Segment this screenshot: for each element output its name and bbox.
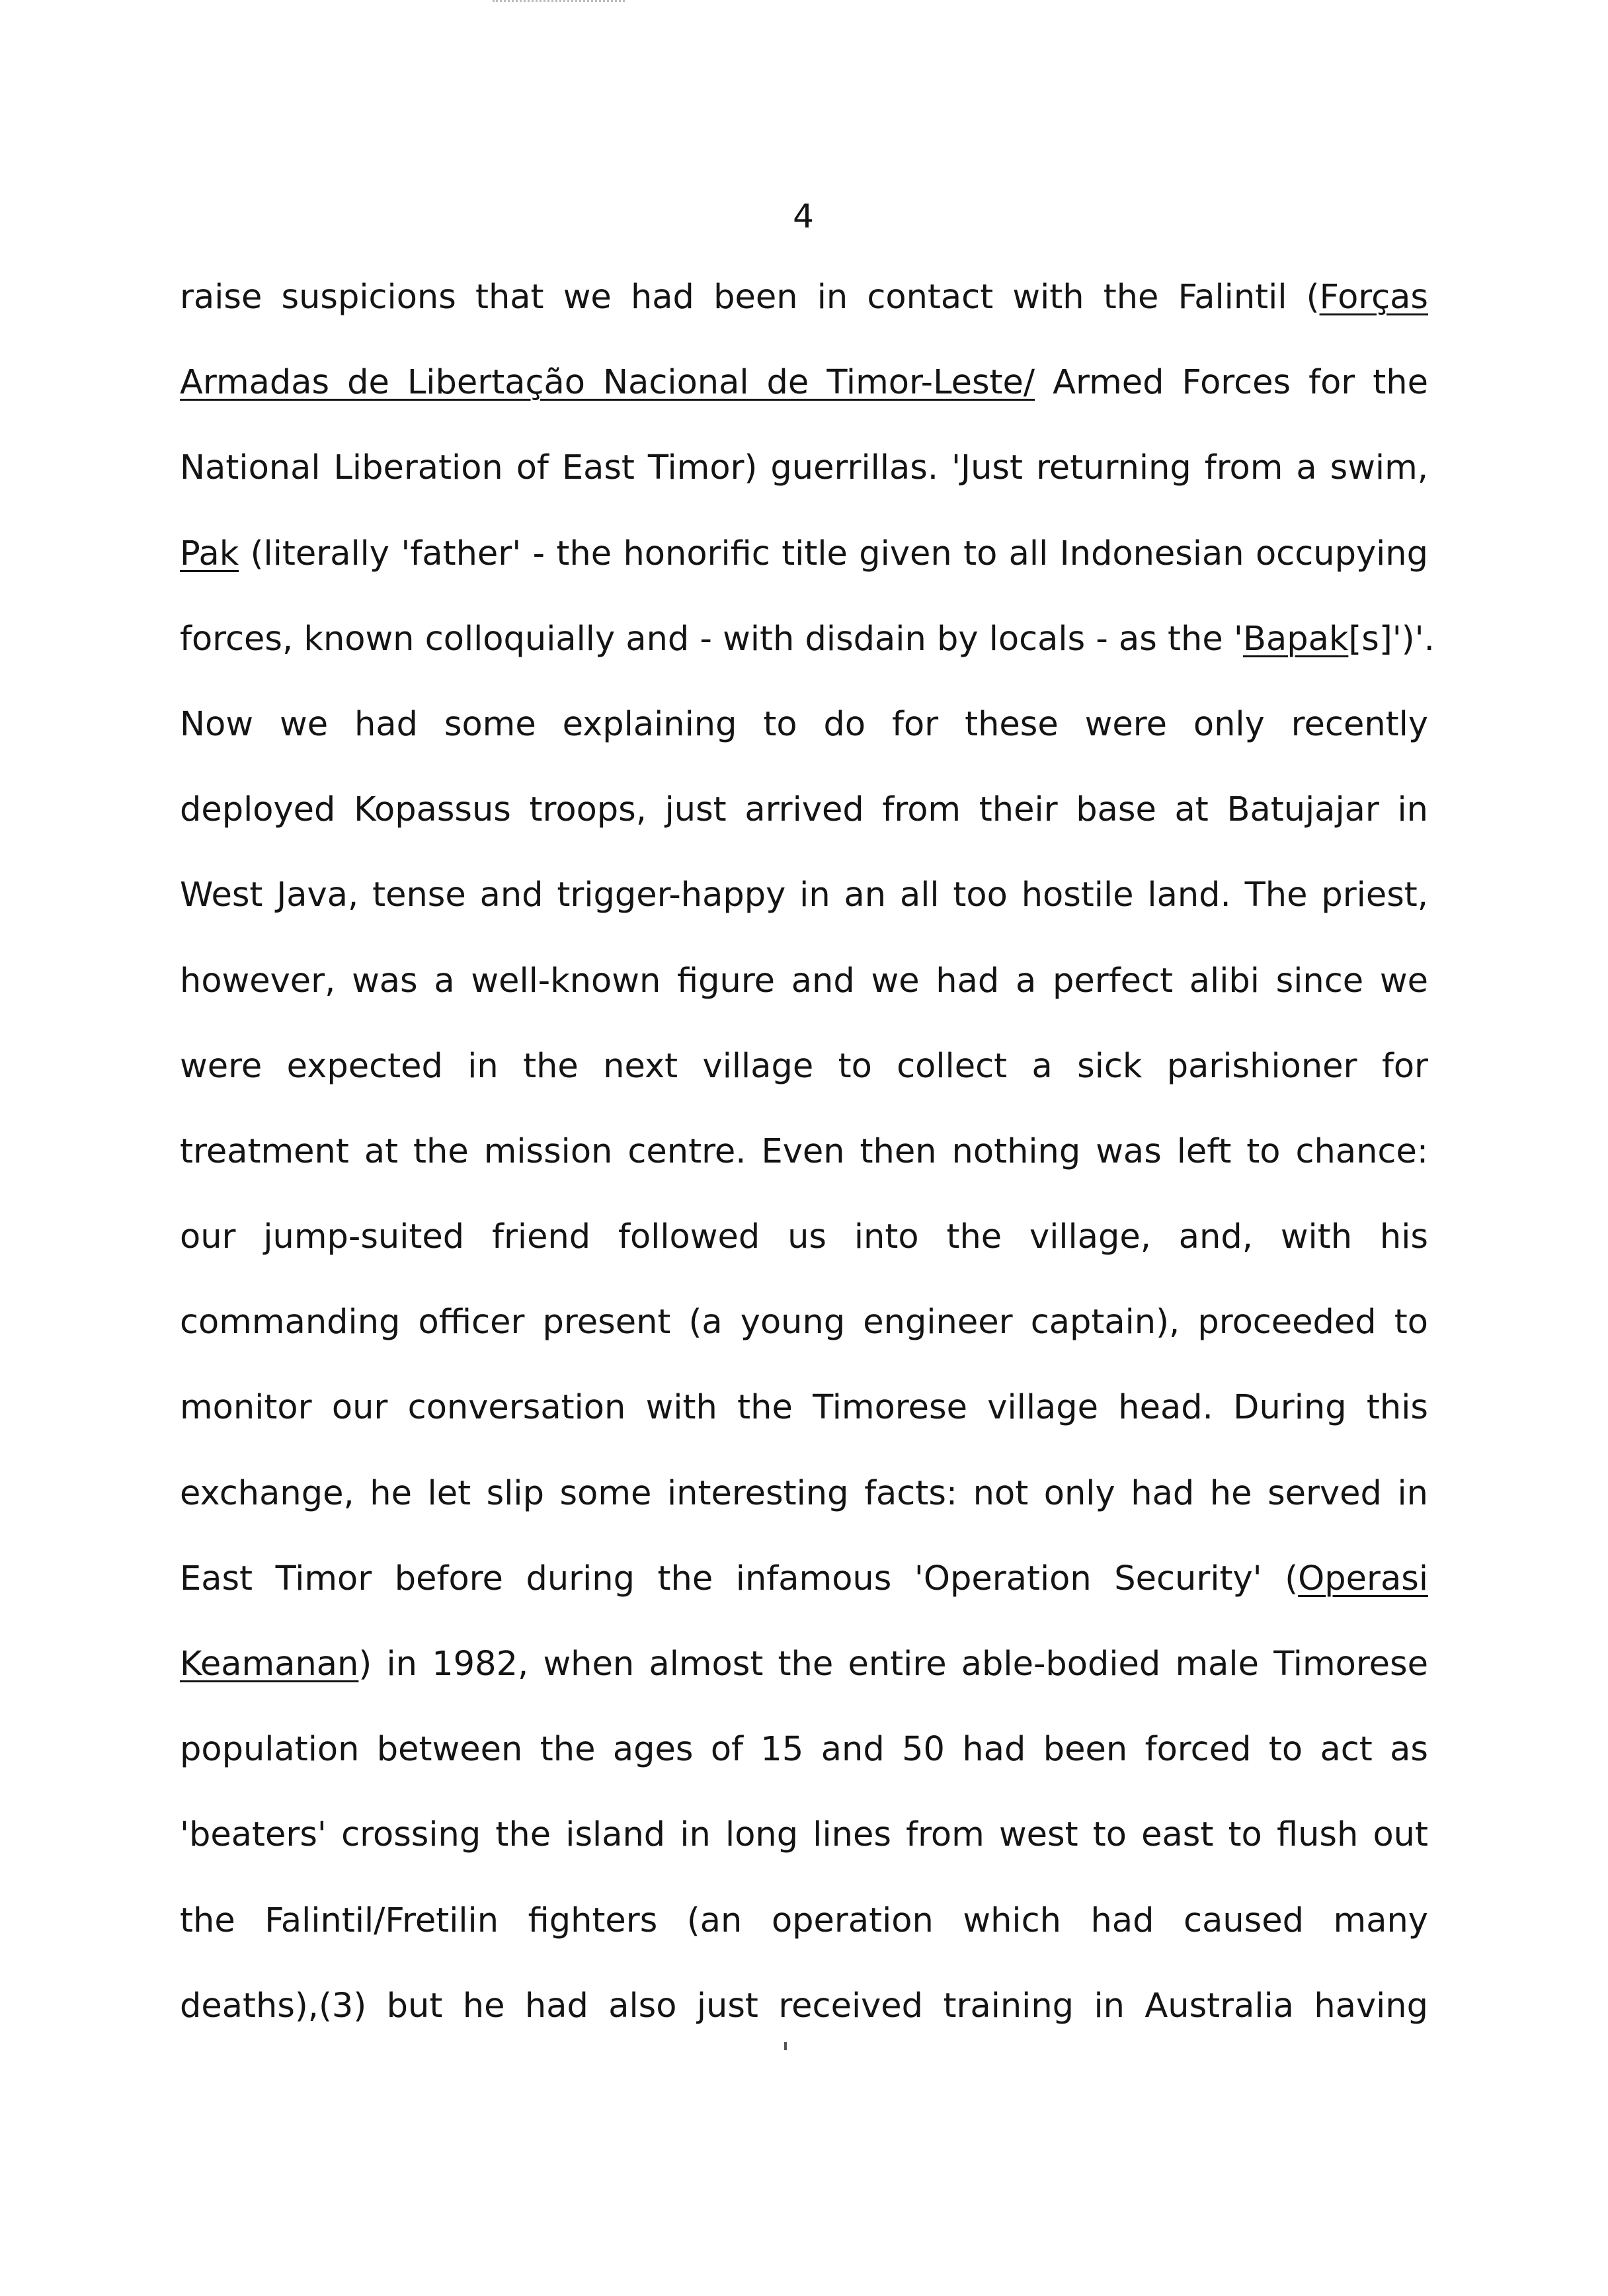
text-line (180, 1194, 1428, 1280)
text-segment: East Timor before during the infamous 'Operation Security' ( (180, 1559, 1299, 1598)
text-line (180, 767, 1428, 852)
underlined-term: Pak (180, 534, 239, 573)
text-line (180, 1280, 1428, 1365)
text-segment: National Liberation of East Timor) guerrillas. 'Just returning from a swim, (180, 448, 1428, 488)
underlined-term: Bapak (1242, 619, 1349, 659)
text-line (180, 255, 1428, 340)
text-segment: ) in 1982, when almost the entire able-bodied male Timorese (358, 1645, 1428, 1684)
underlined-term: Operasi (1298, 1559, 1428, 1598)
text-segment: treatment at the mission centre. Even then nothing was left to chance: (180, 1131, 1428, 1171)
text-segment: [s]')'. (1348, 619, 1435, 659)
text-segment: however, was a well-known figure and we had a perfect alibi since we (180, 961, 1428, 1001)
scan-artifact-mark (493, 0, 625, 6)
text-segment: our jump-suited friend followed us into the village, and, with his (180, 1217, 1428, 1257)
text-line (180, 1024, 1428, 1109)
underlined-term: Keamanan (180, 1645, 359, 1684)
text-line (180, 1878, 1428, 1963)
scan-speck (784, 2042, 787, 2050)
text-line (180, 682, 1428, 767)
text-line (180, 1621, 1428, 1707)
text-line (180, 596, 1435, 682)
text-segment: commanding officer present (a young engineer captain), proceeded to (180, 1303, 1428, 1342)
text-segment: West Java, tense and trigger-happy in an all too hostile land. The priest, (180, 876, 1428, 915)
text-segment: deployed Kopassus troops, just arrived from their base at Batujajar in (180, 790, 1428, 830)
underlined-term: Armadas de Libertação Nacional de Timor-Leste/ (180, 363, 1035, 403)
text-line (180, 938, 1428, 1024)
text-line (180, 852, 1428, 938)
text-segment: Now we had some explaining to do for these were only recently (180, 704, 1428, 744)
text-line (180, 1792, 1428, 1877)
text-line (180, 1707, 1428, 1792)
underlined-term: Forças (1319, 278, 1428, 317)
text-line (180, 1536, 1428, 1621)
text-segment: deaths),(3) but he had also just received training in Australia having (180, 1986, 1428, 2026)
text-segment: population between the ages of 15 and 50 had been forced to act as (180, 1730, 1428, 1770)
text-line (180, 1963, 1428, 2049)
text-line (180, 425, 1428, 511)
text-segment: raise suspicions that we had been in contact with the Falintil ( (180, 278, 1320, 317)
text-line (180, 1365, 1428, 1450)
text-segment: monitor our conversation with the Timorese village head. During this (180, 1388, 1428, 1428)
text-segment: the Falintil/Fretilin fighters (an operation which had caused many (180, 1901, 1428, 1940)
text-line (180, 511, 1428, 596)
page-number: 4 (793, 197, 814, 235)
text-segment: 'beaters' crossing the island in long lines from west to east to flush out (180, 1815, 1428, 1855)
text-segment: exchange, he let slip some interesting facts: not only had he served in (180, 1473, 1428, 1513)
text-line (180, 340, 1428, 425)
text-segment: were expected in the next village to collect a sick parishioner for (180, 1046, 1428, 1086)
text-segment: Armed Forces for the (1035, 363, 1428, 403)
text-segment: (literally 'father' - the honorific title given to all Indonesian occupying (239, 534, 1428, 573)
text-segment: forces, known colloquially and - with disdain by locals - as the ' (180, 619, 1243, 659)
text-line (180, 1451, 1428, 1536)
body-text (180, 255, 1435, 2049)
text-line (180, 1109, 1428, 1194)
